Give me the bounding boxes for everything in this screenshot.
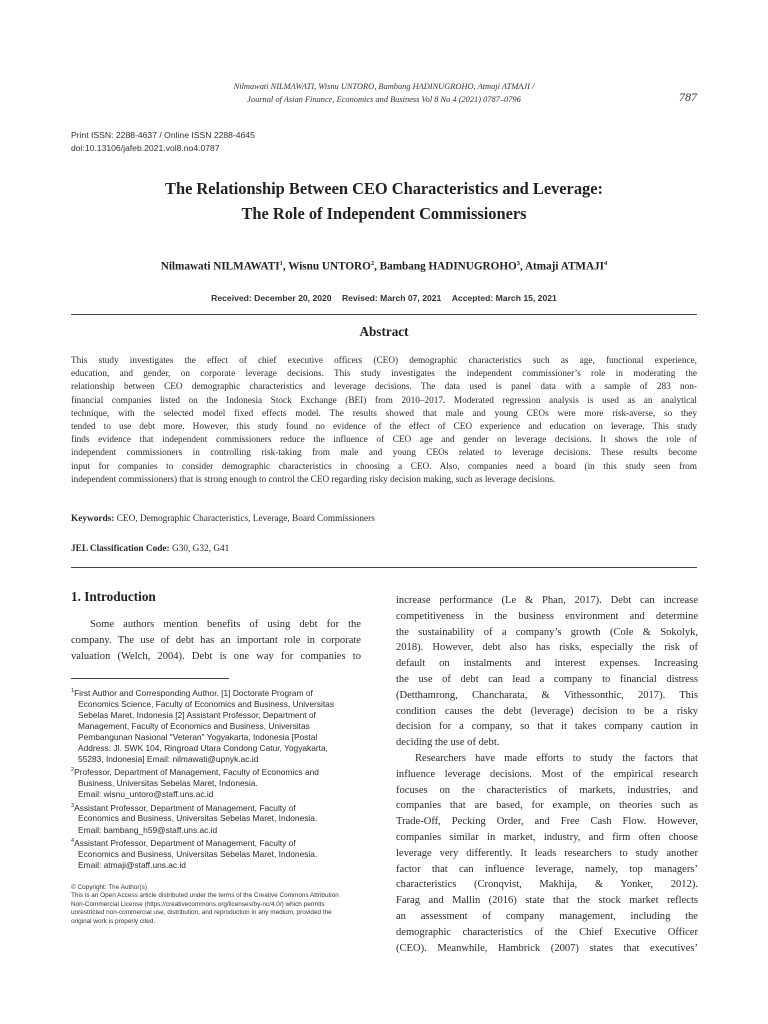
body-line: leverage very differently. It leads researchers to study another <box>396 847 698 859</box>
footnote-text: Assistant Professor, Department of Management, Faculty of <box>74 802 296 813</box>
abstract-top-rule <box>71 314 697 315</box>
body-line: deciding the use of debt. <box>396 737 500 749</box>
body-line: companies that are based, for example, on theories such as <box>396 800 698 812</box>
footnote-text: Professor, Department of Management, Faculty of Economics and <box>74 767 319 778</box>
body-line: focuses on the characteristics of markets, industries, and <box>396 784 698 796</box>
body-line: (CEO). Meanwhile, Hambrick (2007) states that executives’ <box>396 942 698 954</box>
body-line: influence leverage decisions. Most of the empirical research <box>396 768 698 780</box>
body-column-left <box>71 617 361 664</box>
copyright-line: © Copyright: The Author(s) <box>71 884 147 891</box>
abstract-line: technique, with the selected model fixed effects model. The results showed that male and young CEOs were more risk-averse, so they <box>71 408 697 419</box>
title-line-1: The Relationship Between CEO Characteristics and Leverage: <box>165 179 603 198</box>
copyright-notice <box>71 884 361 926</box>
body-line: companies similar in market, industry, and firm often choose <box>396 831 698 843</box>
footnote-marker: 4 <box>71 837 75 844</box>
body-line: competitiveness in the business environment and determine <box>396 610 698 622</box>
body-line: Farag and Mallin (2016) state that the stock market reflects <box>396 895 698 907</box>
issn-block <box>71 129 255 155</box>
footnote-2 <box>71 765 361 800</box>
revised-date: Revised: March 07, 2021 <box>341 293 442 303</box>
footnote-line <box>71 801 361 814</box>
body-column-right <box>396 593 698 956</box>
footnote-line <box>71 686 361 699</box>
running-header <box>0 81 768 106</box>
author-name: Atmaji ATMAJI <box>524 260 604 273</box>
footnote-line: Economics and Business, Universitas Sebelas Maret, Indonesia. <box>78 813 318 824</box>
footnote-line: Email: wisnu_untoro@staff.uns.ac.id <box>78 789 214 800</box>
body-line: characteristics (Cronqvist, Makhija, & Yonker, 2012). <box>396 879 698 891</box>
author-name: Bambang HADINUGROHO <box>379 260 517 273</box>
page-number: 787 <box>679 90 697 104</box>
footnote-line: Economics Science, Faculty of Economics and Business, Universitas <box>78 698 335 709</box>
footnote-4 <box>71 836 361 871</box>
body-line: valuation (Welch, 2004). Debt is one way for companies to <box>71 650 361 662</box>
footnote-line <box>71 765 361 778</box>
abstract-line: tended to use debt more. However, this study found no evidence of the effect of CEO experience and education on leverage. This study <box>71 422 697 433</box>
footnote-line: Address: Jl. SWK 104, Ringroad Utara Condong Catur, Yogyakarta, <box>78 743 328 754</box>
body-line: factor that can influence leverage, namely, top managers’ <box>396 863 698 875</box>
footnote-3 <box>71 801 361 836</box>
body-line: Researchers have made efforts to study the factors that <box>415 752 698 764</box>
footnote-line: 55283, Indonesia] Email: nilmawati@upnyk.ac.id <box>78 754 259 765</box>
copyright-line: Non-Commercial License (https://creativecommons.org/licenses/by-nc/4.0/) which permits <box>71 900 325 908</box>
abstract-line: independent commissioners) that is strong enough to control the CEO regarding risky decision making, such as leverage decisions. <box>71 474 556 485</box>
keywords-label: Keywords: <box>71 514 115 524</box>
abstract-line: This study investigates the effect of chief executive officers (CEO) demographic characteristics such as age, functional experience, <box>71 356 697 366</box>
body-line: 2018). However, debt also has risks, especially the risk of <box>396 642 698 654</box>
author-sup: 2 <box>370 260 375 267</box>
abstract-line: input for companies to consider demographic characteristics in choosing a CEO. Also, companies need a board (in this study seen from <box>71 461 697 472</box>
author-sup: 4 <box>604 260 608 267</box>
footnote-marker: 1 <box>71 688 75 694</box>
body-line: default on instalments and interest expenses. Increasing <box>396 658 698 670</box>
title-line-2: The Role of Independent Commissioners <box>241 204 527 223</box>
keywords <box>71 514 375 524</box>
footnote-line <box>71 836 361 849</box>
abstract-line: independent commissioners in controlling risk-taking from male and young CEOs related to leverage decisions. These results become <box>71 448 697 459</box>
abstract-heading: Abstract <box>359 324 409 339</box>
footnote-marker: 2 <box>71 767 75 774</box>
author-list: Nilmawati NILMAWATI$^1$, Wisnu UNTORO$^2$, Bambang HADINUGROHO$^3$, Atmaji ATMAJI$^4$ <box>160 260 608 273</box>
submission-dates <box>0 293 768 303</box>
body-line: demographic characteristics of the Chief Executive Officer <box>396 926 698 938</box>
body-line: (Detthamrong, Chancharata, & Vithessonthic, 2017). This <box>396 689 698 701</box>
author-sup: 3 <box>516 260 520 267</box>
body-line: Trade-Off, Pecking Order, and Free Cash Flow. However, <box>396 816 698 828</box>
footnote-line: Email: atmaji@staff.uns.ac.id <box>78 859 186 870</box>
author-sup: 1 <box>279 260 283 267</box>
running-header-journal: Journal of Asian Finance, Economics and Business Vol 8 No 4 (2021) 0787–0796 <box>247 94 521 104</box>
body-line: condition causes the debt (leverage) decision to be a risky <box>396 705 698 717</box>
abstract-line: relationship between CEO demographic characteristics and leverage decisions. The data used is panel data with a sample of 283 non- <box>71 382 697 393</box>
abstract-line: education, and gender, on corporate leverage decisions. This study investigates the independent commissioner’s role in moderating the <box>71 369 697 380</box>
footnote-line: Business, Universitas Sebelas Maret, Indonesia. <box>78 778 258 789</box>
body-line: Some authors mention benefits of using debt for the <box>90 619 361 630</box>
footnote-line: Management, Faculty of Economics and Business, Universitas <box>78 721 310 732</box>
footnote-text: First Author and Corresponding Author. [1] Doctorate Program of <box>74 687 313 698</box>
accepted-date: Accepted: March 15, 2021 <box>451 293 557 303</box>
footnote-marker: 3 <box>71 802 75 809</box>
author-name: Wisnu UNTORO <box>288 260 371 273</box>
body-line: decision for a company, so that it takes company caution in <box>396 721 698 733</box>
jel-text: G30, G32, G41 <box>169 544 230 554</box>
footnote-text: Assistant Professor, Department of Management, Faculty of <box>74 837 296 848</box>
footnote-line: Sebelas Maret, Indonesia [2] Assistant Professor, Department of <box>78 709 316 720</box>
footnote-1 <box>71 686 361 765</box>
jel-label: JEL Classification Code: <box>71 544 170 554</box>
section-heading-introduction: 1. Introduction <box>71 589 156 604</box>
doi-line: doi:10.13106/jafeb.2021.vol8.no4.0787 <box>71 143 220 153</box>
footnote-line: Pembangunan Nasional "Veteran" Yogyakarta, Indonesia [Postal <box>78 732 318 743</box>
issn-line: Print ISSN: 2288-4637 / Online ISSN 2288-4645 <box>71 130 255 140</box>
abstract-body <box>71 355 697 487</box>
copyright-line: original work is properly cited. <box>71 917 156 925</box>
copyright-line: This is an Open Access article distributed under the terms of the Creative Commons Attribution <box>71 892 339 900</box>
footnote-rule <box>71 678 229 679</box>
author-name: Nilmawati NILMAWATI <box>160 260 280 273</box>
abstract-bottom-rule <box>71 567 697 568</box>
received-date: Received: December 20, 2020 <box>211 293 332 303</box>
body-line: the sustainability of a company’s growth (Cole & Sokolyk, <box>396 626 698 638</box>
abstract-line: financial companies listed on the Indonesia Stock Exchange (BEI) from 2010–2017. Moderated regression analysis is used as an analytical <box>71 395 697 406</box>
body-line: the use of debt can lead a company to financial distress <box>396 673 698 685</box>
body-line: increase performance (Le & Phan, 2017). Debt can increase <box>396 595 698 606</box>
article-title <box>0 176 768 226</box>
jel-codes <box>71 544 229 554</box>
footnote-line: Email: bambang_h59@staff.uns.ac.id <box>78 824 218 835</box>
footnotes <box>71 686 361 871</box>
body-line: an assessment of company management, including the <box>396 910 698 922</box>
abstract-line: finds evidence that independent commissioners reduce the influence of CEO age and gender on leverage decisions. It shows the role of <box>71 435 697 446</box>
keywords-text: CEO, Demographic Characteristics, Leverage, Board Commissioners <box>114 514 375 524</box>
running-header-authors: Nilmawati NILMAWATI, Wisnu UNTORO, Bambang HADINUGROHO, Atmaji ATMAJI / <box>233 82 535 91</box>
copyright-line: unrestricted non-commercial use, distribution, and reproduction in any medium, provided the <box>71 909 332 917</box>
footnote-line: Economics and Business, Universitas Sebelas Maret, Indonesia. <box>78 848 318 859</box>
body-line: company. The use of debt has an important role in corporate <box>71 634 361 646</box>
